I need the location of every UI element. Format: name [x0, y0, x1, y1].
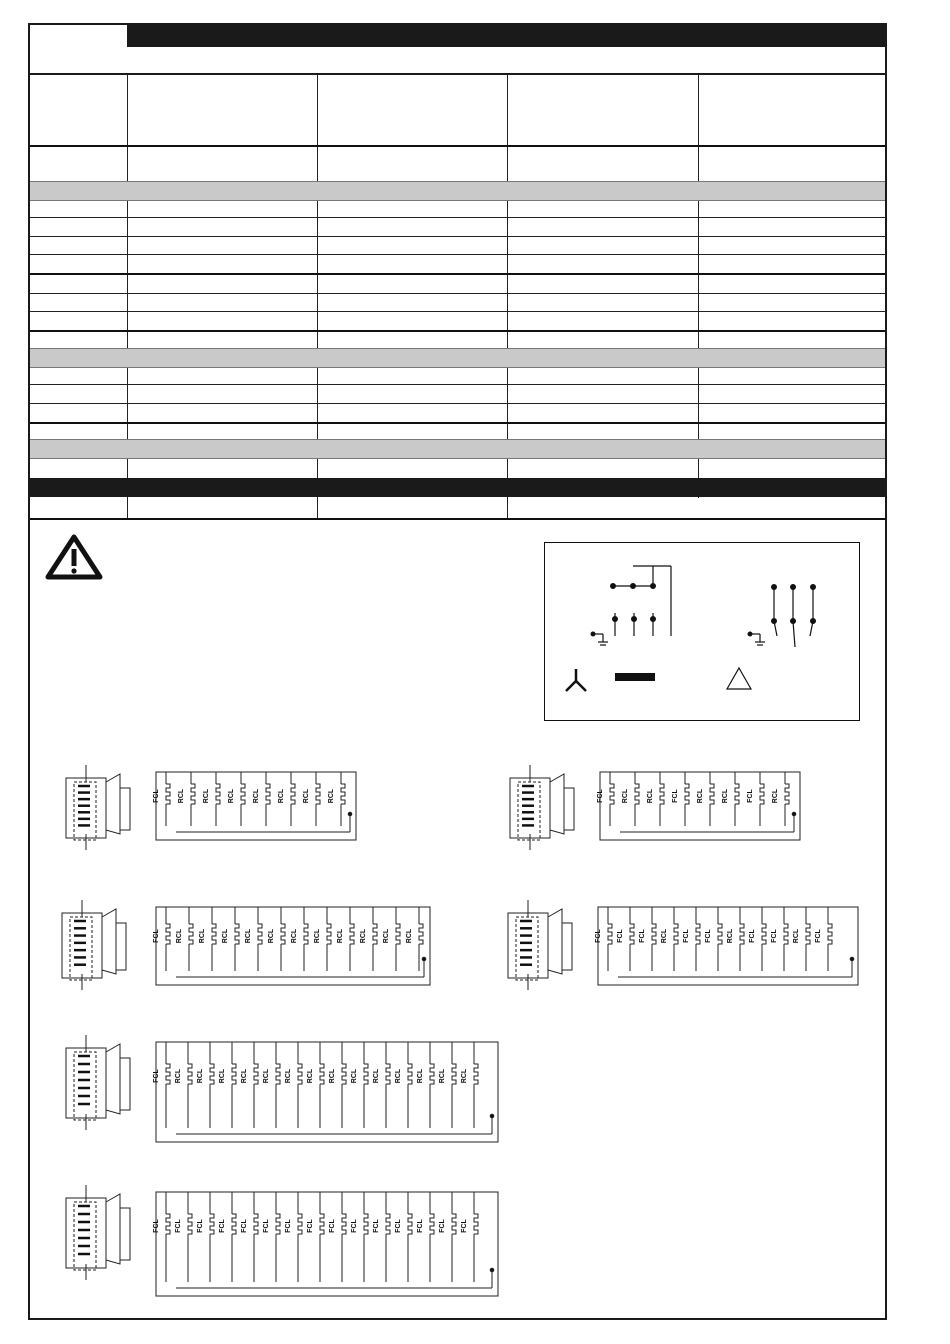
coil-label: FCL — [617, 929, 624, 943]
coil-label: FCL — [747, 789, 754, 803]
coil-label: RCL — [263, 1068, 270, 1084]
coil-label: RCL — [175, 1068, 182, 1084]
coil-label: FCL — [771, 929, 778, 943]
coil-label: FCL — [153, 1219, 160, 1233]
coil-label: RCL — [228, 788, 235, 804]
coil-label: FCL — [417, 1219, 424, 1233]
coil-label: FCL — [307, 1219, 314, 1233]
coil-label: RCL — [337, 928, 344, 944]
coil-d4-5 — [705, 907, 722, 971]
coil-label: RCL — [772, 788, 779, 804]
coil-label: FCL — [285, 1219, 292, 1233]
coil-label: FCL — [219, 1219, 226, 1233]
coil-label: RCL — [268, 928, 275, 944]
coil-label: RCL — [439, 1068, 446, 1084]
coil-label: RCL — [197, 1068, 204, 1084]
table-section-band-1 — [30, 181, 885, 201]
connection-diagram-box — [544, 542, 860, 721]
coil-label: RCL — [303, 788, 310, 804]
coil-label: FCL — [263, 1219, 270, 1233]
coil-label: RCL — [222, 928, 229, 944]
coil-d6-7 — [307, 1192, 324, 1282]
coil-d5-10 — [373, 1042, 390, 1128]
coil-label: RCL — [373, 1068, 380, 1084]
coil-d4-7 — [749, 907, 766, 971]
coil-d6-11 — [395, 1192, 412, 1282]
coil-label: RCL — [661, 928, 668, 944]
coil-d6-4 — [241, 1192, 258, 1282]
warning-icon — [44, 533, 104, 581]
coil-label: RCL — [285, 1068, 292, 1084]
coil-label: RCL — [329, 1068, 336, 1084]
coil-label: RCL — [395, 1068, 402, 1084]
coil-d4-6 — [727, 907, 744, 971]
coil-d1-1 — [178, 772, 195, 826]
coil-d6-12 — [417, 1192, 434, 1282]
coil-label: FCL — [683, 929, 690, 943]
coil-d1-7 — [328, 772, 345, 826]
coil-d5-4 — [241, 1042, 258, 1128]
coil-d3-2 — [199, 907, 216, 971]
coil-d3-4 — [245, 907, 262, 971]
coil-d6-5 — [263, 1192, 280, 1282]
header-band — [129, 25, 885, 47]
coil-d4-4 — [683, 907, 700, 971]
coil-label: FCL — [241, 1219, 248, 1233]
coil-label: FCL — [153, 789, 160, 803]
coil-d5-9 — [351, 1042, 368, 1128]
star-connection-icon — [566, 669, 586, 691]
coil-d3-9 — [360, 907, 377, 971]
coil-d1-6 — [303, 772, 320, 826]
coil-d2-7 — [772, 772, 789, 826]
wiring-diagram-d3 — [52, 895, 442, 1000]
coil-d1-3 — [228, 772, 245, 826]
coil-label: RCL — [219, 1068, 226, 1084]
coil-label: RCL — [278, 788, 285, 804]
coil-d4-10 — [815, 907, 832, 971]
coil-d3-1 — [176, 907, 193, 971]
coil-d6-3 — [219, 1192, 236, 1282]
coil-label: RCL — [328, 788, 335, 804]
coil-label: FCL — [815, 929, 822, 943]
coil-label: RCL — [203, 788, 210, 804]
coil-d5-12 — [417, 1042, 434, 1128]
coil-d3-8 — [337, 907, 354, 971]
coil-d6-2 — [197, 1192, 214, 1282]
coil-label: FCL — [439, 1219, 446, 1233]
table-section-band-3 — [30, 439, 885, 459]
coil-d2-3 — [672, 772, 689, 826]
coil-d4-3 — [661, 907, 678, 971]
coil-d5-3 — [219, 1042, 236, 1128]
coil-d4-9 — [793, 907, 810, 971]
coil-label: RCL — [406, 928, 413, 944]
coil-d3-7 — [314, 907, 331, 971]
coil-label: RCL — [253, 788, 260, 804]
coil-label: RCL — [241, 1068, 248, 1084]
coil-label: RCL — [722, 788, 729, 804]
header-left-cell — [30, 25, 129, 47]
coil-d6-8 — [329, 1192, 346, 1282]
coil-label: FCL — [395, 1219, 402, 1233]
table-section-band-2 — [30, 348, 885, 368]
coil-d2-5 — [722, 772, 739, 826]
coil-label: RCL — [622, 788, 629, 804]
coil-d6-13 — [439, 1192, 456, 1282]
coil-d2-1 — [622, 772, 639, 826]
coil-label: FCL — [672, 789, 679, 803]
wiring-diagram-d2 — [500, 760, 820, 860]
coil-d4-1 — [617, 907, 634, 971]
coil-label: FCL — [705, 929, 712, 943]
coil-label: FCL — [153, 929, 160, 943]
coil-d6-10 — [373, 1192, 390, 1282]
coil-label: FCL — [639, 929, 646, 943]
coil-label: FCL — [749, 929, 756, 943]
wiring-diagram-d1 — [56, 760, 376, 860]
coil-label: RCL — [176, 928, 183, 944]
coil-d6-1 — [175, 1192, 192, 1282]
coil-label: RCL — [351, 1068, 358, 1084]
spec-table — [30, 75, 885, 518]
coil-label: FCL — [595, 929, 602, 943]
coil-label: FCL — [329, 1219, 336, 1233]
coil-d5-6 — [285, 1042, 302, 1128]
coil-label: RCL — [199, 928, 206, 944]
coil-d5-2 — [197, 1042, 214, 1128]
coil-d3-3 — [222, 907, 239, 971]
table-section-band-black — [30, 478, 885, 497]
coil-d1-4 — [253, 772, 270, 826]
coil-label: RCL — [178, 788, 185, 804]
coil-label: RCL — [461, 1068, 468, 1084]
wiring-diagram-d4 — [498, 895, 868, 1000]
coil-d2-4 — [697, 772, 714, 826]
coil-label: RCL — [360, 928, 367, 944]
coil-d6-9 — [351, 1192, 368, 1282]
coil-label: RCL — [383, 928, 390, 944]
coil-d5-5 — [263, 1042, 280, 1128]
coil-label: RCL — [727, 928, 734, 944]
coil-label: RCL — [697, 788, 704, 804]
coil-d6-14 — [461, 1192, 478, 1282]
coil-label: RCL — [291, 928, 298, 944]
coil-d1-5 — [278, 772, 295, 826]
coil-d5-7 — [307, 1042, 324, 1128]
coil-label: FCL — [175, 1219, 182, 1233]
coil-d5-13 — [439, 1042, 456, 1128]
coil-label: RCL — [417, 1068, 424, 1084]
wiring-diagram-d5 — [56, 1030, 506, 1150]
coil-d5-14 — [461, 1042, 478, 1128]
wiring-diagram-d6 — [56, 1180, 506, 1305]
coil-d1-2 — [203, 772, 220, 826]
coil-d5-8 — [329, 1042, 346, 1128]
coil-label: RCL — [245, 928, 252, 944]
coil-d3-11 — [406, 907, 423, 971]
coil-d4-2 — [639, 907, 656, 971]
delta-connection-icon — [727, 668, 751, 689]
coil-label: FCL — [197, 1219, 204, 1233]
coil-d2-6 — [747, 772, 764, 826]
coil-label: FCL — [351, 1219, 358, 1233]
subheader-row — [30, 47, 885, 75]
coil-label: RCL — [647, 788, 654, 804]
coil-d3-5 — [268, 907, 285, 971]
coil-label: FCL — [153, 1069, 160, 1083]
coil-label: FCL — [461, 1219, 468, 1233]
coil-d2-2 — [647, 772, 664, 826]
coil-label: FCL — [373, 1219, 380, 1233]
coil-label: FCL — [597, 789, 604, 803]
coil-d5-1 — [175, 1042, 192, 1128]
link-bar — [615, 673, 655, 681]
coil-d4-8 — [771, 907, 788, 971]
coil-d6-6 — [285, 1192, 302, 1282]
coil-label: RCL — [314, 928, 321, 944]
coil-d3-6 — [291, 907, 308, 971]
coil-d3-10 — [383, 907, 400, 971]
coil-d5-11 — [395, 1042, 412, 1128]
coil-label: RCL — [307, 1068, 314, 1084]
coil-label: RCL — [793, 928, 800, 944]
